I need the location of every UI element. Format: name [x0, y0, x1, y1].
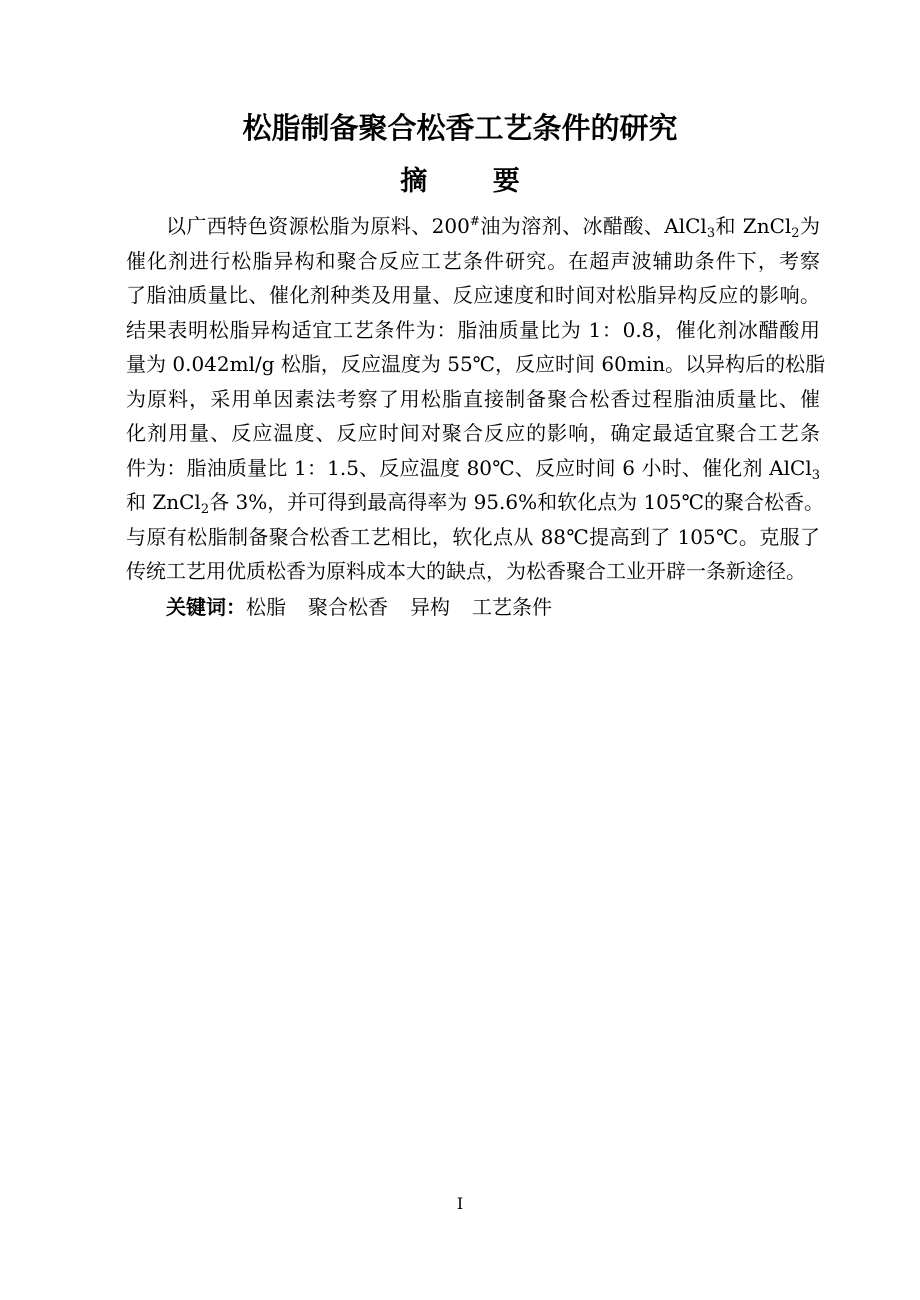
abstract-line-9	[126, 485, 825, 520]
abstract-text: 件为：脂油质量比 1：1.5、反应温度 80℃、反应时间 6 小时、催化剂 AlCl	[126, 455, 812, 480]
keywords-label: 关键词：	[166, 595, 246, 619]
keywords	[166, 590, 574, 624]
keyword: 工艺条件	[472, 595, 552, 619]
abstract-line-11: 传统工艺用优质松香为原料成本大的缺点，为松香聚合工业开辟一条新途径。	[126, 559, 806, 583]
abstract-heading: 摘 要	[400, 166, 548, 197]
abstract-text: 以广西特色资源松脂为原料、200	[166, 214, 470, 238]
abstract-line-10: 与原有松脂制备聚合松香工艺相比，软化点从 88℃提高到了 105℃。克服了	[126, 524, 820, 549]
page-number: I	[456, 1194, 464, 1213]
paper-title: 松脂制备聚合松香工艺条件的研究	[242, 111, 678, 145]
abstract-line-1	[126, 209, 820, 244]
subscript: 3	[706, 226, 716, 241]
abstract-line-4: 结果表明松脂异构适宜工艺条件为：脂油质量比为 1：0.8，催化剂冰醋酸用	[126, 317, 820, 342]
abstract-line-7: 化剂用量、反应温度、反应时间对聚合反应的影响，确定最适宜聚合工艺条	[126, 421, 820, 445]
subscript: 3	[811, 467, 820, 483]
subscript: 2	[791, 226, 800, 241]
abstract-text: 和 ZnCl	[715, 214, 792, 238]
abstract-text: 为	[799, 214, 820, 238]
abstract-line-8	[126, 451, 820, 486]
abstract-line-3: 了脂油质量比、催化剂种类及用量、反应速度和时间对松脂异构反应的影响。	[126, 283, 820, 307]
abstract-line-6: 为原料，采用单因素法考察了用松脂直接制备聚合松香过程脂油质量比、催	[126, 386, 820, 411]
abstract-text: 和 ZnCl	[126, 490, 201, 514]
abstract-line-2: 催化剂进行松脂异构和聚合反应工艺条件研究。在超声波辅助条件下，考察	[126, 248, 820, 273]
keyword: 异构	[410, 595, 450, 619]
keyword: 松脂	[246, 595, 286, 619]
abstract-body	[126, 209, 826, 589]
abstract-text: 油为溶剂、冰醋酸、AlCl	[479, 214, 707, 238]
superscript: #	[469, 214, 480, 228]
abstract-text: 各 3%，并可得到最高得率为 95.6%和软化点为 105℃的聚合松香。	[209, 490, 825, 514]
keyword: 聚合松香	[308, 595, 388, 619]
abstract-line-5: 量为 0.042ml/g 松脂，反应温度为 55℃，反应时间 60min。以异构后的松脂	[126, 352, 826, 376]
subscript: 2	[200, 502, 210, 517]
